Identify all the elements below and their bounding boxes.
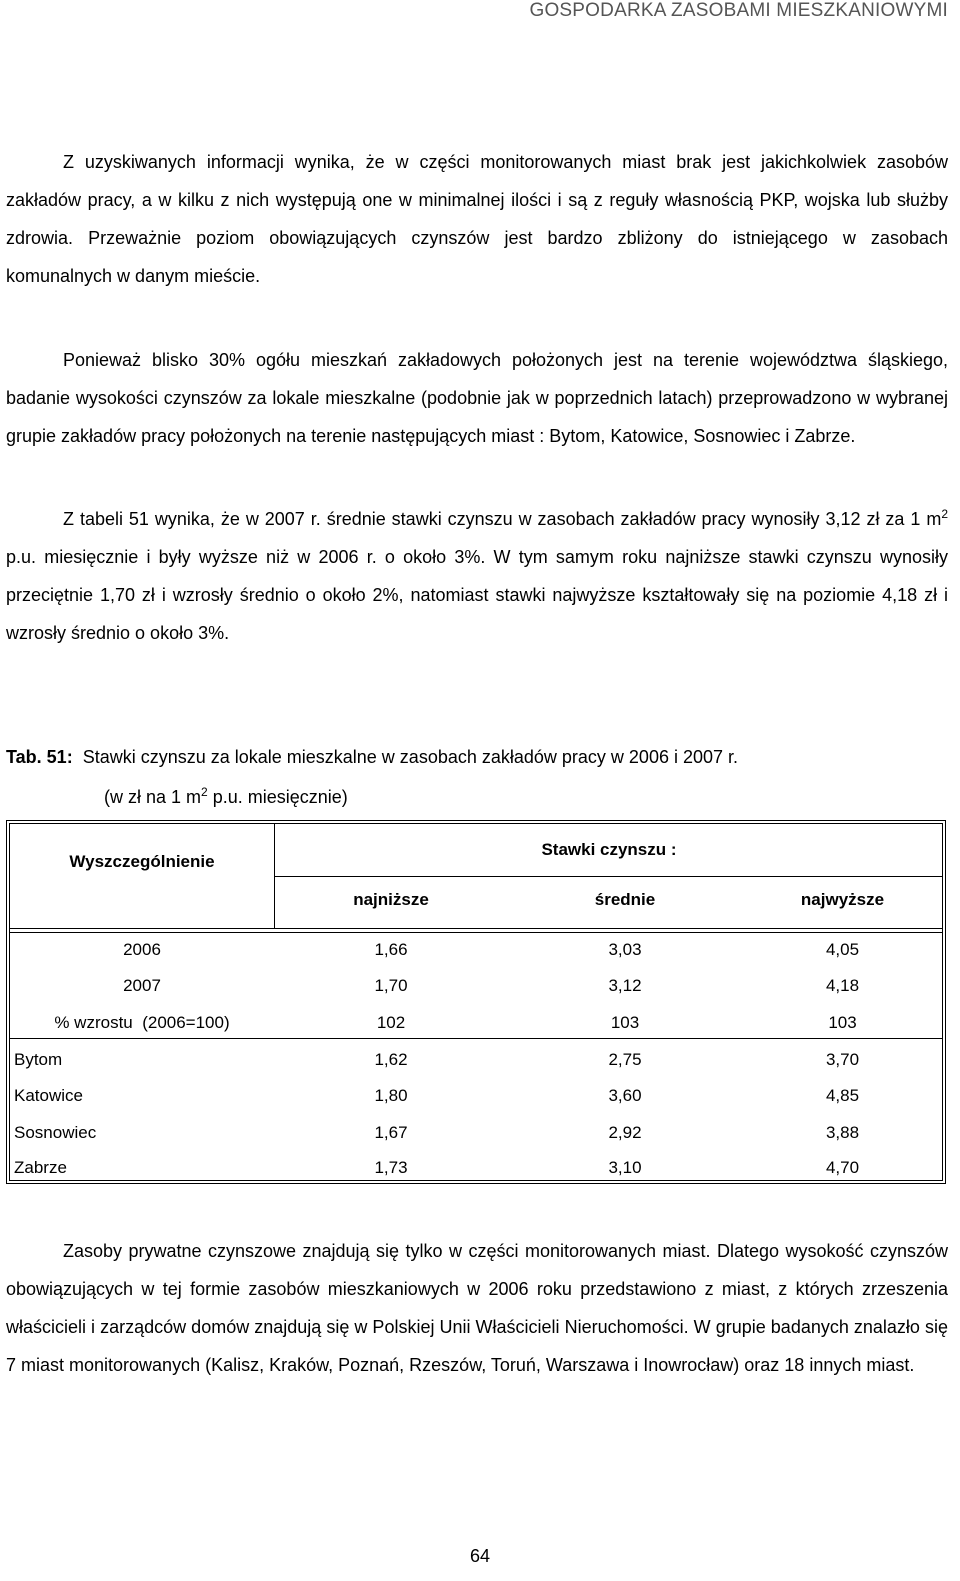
row-label-sosnowiec: Sosnowiec (14, 1123, 97, 1142)
table-caption-label: Tab. 51: (6, 747, 73, 767)
table-caption-unit (104, 778, 348, 816)
cell-value: 1,70 (374, 976, 408, 995)
cell-value: 103 (610, 1013, 640, 1032)
cell-value: 4,05 (825, 940, 860, 959)
page-number: 64 (469, 1546, 491, 1566)
cell-value: 102 (376, 1013, 406, 1032)
table-unit-part-b: p.u. miesięcznie) (207, 787, 348, 807)
cell-value: 4,70 (825, 1158, 860, 1177)
table-divider (10, 1038, 942, 1039)
cell-value: 4,85 (825, 1086, 860, 1105)
row-label-zabrze: Zabrze (14, 1158, 67, 1177)
cell-value: 4,18 (825, 976, 860, 995)
cell-value: 3,60 (608, 1086, 642, 1105)
row-label-katowice: Katowice (14, 1086, 83, 1105)
header-srednie: średnie (594, 890, 656, 909)
cell-value: 3,12 (608, 976, 642, 995)
cell-value: 2,75 (608, 1050, 642, 1069)
header-wyszczegolnienie: Wyszczególnienie (69, 852, 215, 871)
paragraph-3 (6, 500, 948, 652)
cell-value: 3,88 (825, 1123, 860, 1142)
header-stawki-czynszu: Stawki czynszu : (541, 840, 677, 859)
running-header: GOSPODARKA ZASOBAMI MIESZKANIOWYMI (529, 0, 948, 21)
cell-value: 1,73 (374, 1158, 408, 1177)
table-divider (274, 876, 942, 877)
cell-value: 3,70 (825, 1050, 860, 1069)
superscript-2: 2 (941, 507, 948, 521)
header-najnizsze: najniższe (353, 890, 429, 909)
table-header-bottom-border (10, 932, 942, 933)
cell-value: 1,80 (374, 1086, 408, 1105)
rent-table-frame (9, 823, 943, 1181)
rent-table (6, 820, 946, 1184)
paragraph-3-part-b: p.u. miesięcznie i były wyższe niż w 2006 r. o około 3%. W tym samym roku najniższe stawki czynszu wynosiły przeciętnie 1,70 zł i wzrosły średnio o około 2%, natomiast stawki najwyższe kształtowały się na poziomie 4,18 zł i wzrosły średnio o około 3%. (6, 547, 948, 643)
cell-value: 3,03 (608, 940, 642, 959)
table-caption-title: Stawki czynszu za lokale mieszkalne w zasobach zakładów pracy w 2006 i 2007 r. (82, 747, 739, 767)
paragraph-4: Zasoby prywatne czynszowe znajdują się tylko w części monitorowanych miast. Dlatego wysokość czynszów obowiązujących w tej formie zasobów mieszkaniowych w 2006 roku przedstawiono z miast, z których zrzeszenia właścicieli i zarządców domów znajdują się w Polskiej Unii Właścicieli Nieruchomości. W grupie badanych znalazło się 7 miast monitorowanych (Kalisz, Kraków, Poznań, Rzeszów, Toruń, Warszawa i Inowrocław) oraz 18 innych miast. (6, 1241, 948, 1375)
header-najwyzsze: najwyższe (800, 890, 885, 909)
cell-value: 2,92 (608, 1123, 642, 1142)
row-label-wzrost: % wzrostu (2006=100) (54, 1013, 230, 1032)
row-label-bytom: Bytom (14, 1050, 63, 1069)
cell-value: 1,67 (374, 1123, 408, 1142)
row-label-2006: 2006 (123, 940, 161, 959)
paragraph-1: Z uzyskiwanych informacji wynika, że w części monitorowanych miast brak jest jakichkolwiek zasobów zakładów pracy, a w kilku z nich występują one w minimalnej ilości i są z reguły własnością PKP, wojska lub służby zdrowia. Przeważnie poziom obowiązujących czynszów jest bardzo zbliżony do istniejącego w zasobach komunalnych w danym mieście. (6, 152, 948, 286)
cell-value: 1,66 (374, 940, 408, 959)
row-label-2007: 2007 (123, 976, 161, 995)
cell-value: 1,62 (374, 1050, 408, 1069)
table-caption (6, 738, 738, 776)
paragraph-3-part-a: Z tabeli 51 wynika, że w 2007 r. średnie stawki czynszu w zasobach zakładów pracy wynosiły 3,12 zł za 1 m (63, 509, 942, 529)
cell-value: 103 (828, 1013, 857, 1032)
paragraph-2: Ponieważ blisko 30% ogółu mieszkań zakładowych położonych jest na terenie województwa śląskiego, badanie wysokości czynszów za lokale mieszkalne (podobnie jak w poprzednich latach) przeprowadzono w wybranej grupie zakładów pracy położonych na terenie następujących miast : Bytom, Katowice, Sosnowiec i Zabrze. (6, 350, 948, 446)
cell-value: 3,10 (608, 1158, 642, 1177)
table-unit-part-a: (w zł na 1 m (104, 787, 202, 807)
table-header-bottom-border (10, 928, 942, 929)
unit-superscript: 2 (201, 785, 208, 799)
